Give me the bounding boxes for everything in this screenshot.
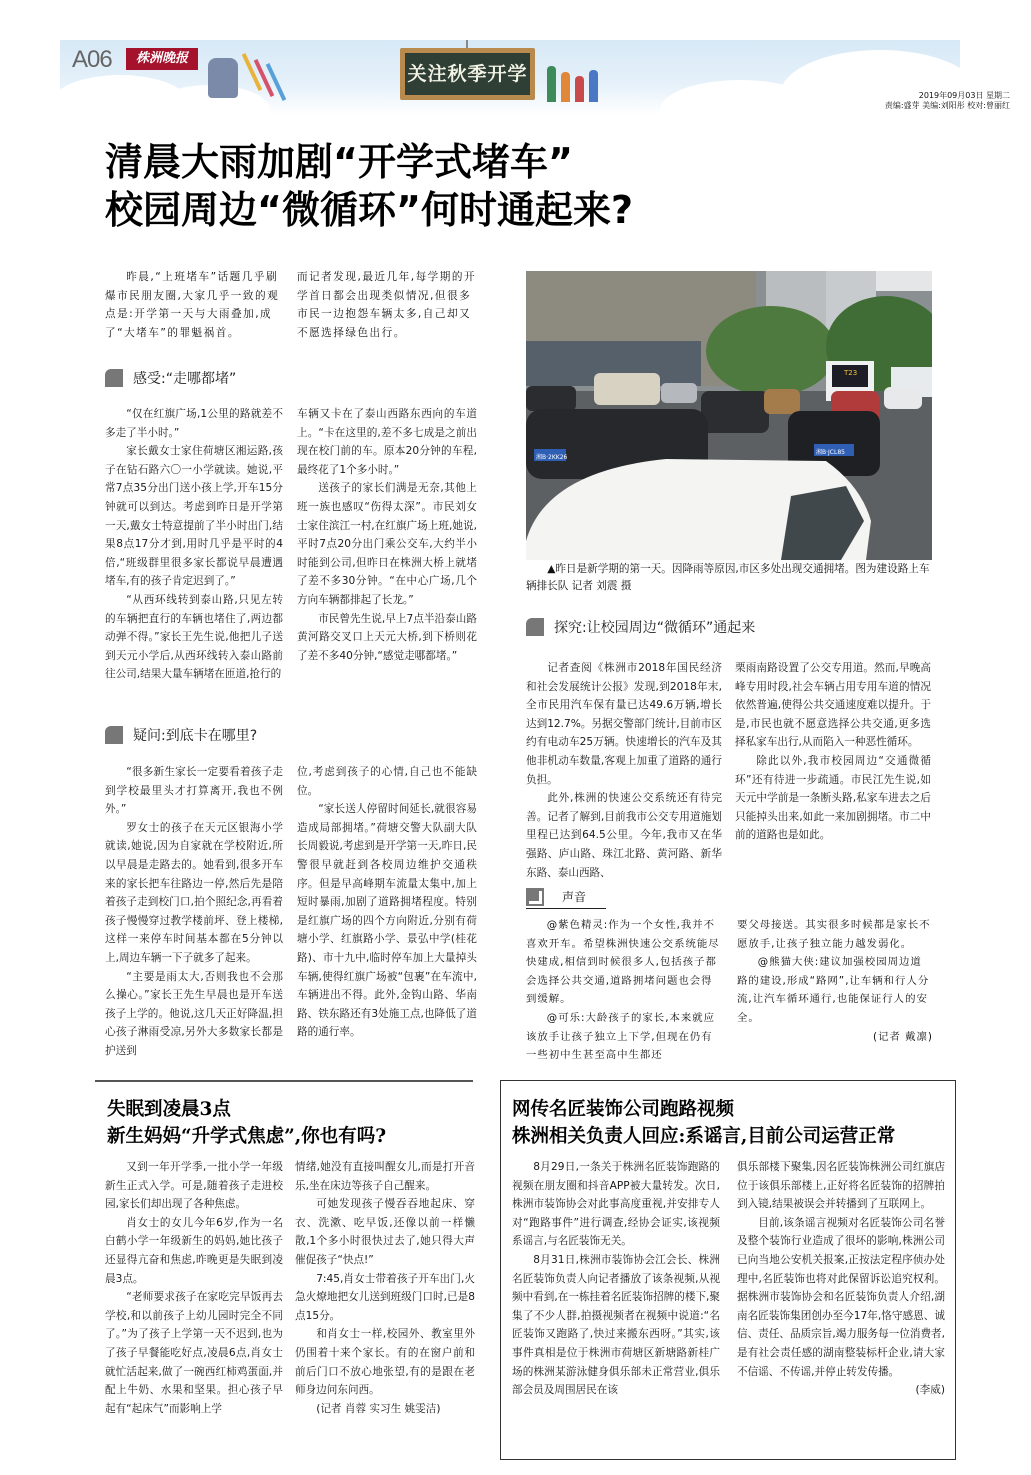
car xyxy=(526,386,576,411)
lede-column-1 xyxy=(105,268,283,342)
car xyxy=(884,387,922,409)
comment: @紫色精灵:作为一个女性,我并不喜欢开车。希望株洲快速公交系统能尽快建成,相信到时候很多人,包括孩子都会选择公共交通,道路拥堵问题也会得到缓解。 xyxy=(526,919,720,1006)
issue-date: 2019年09月03日 星期二 xyxy=(918,91,1010,100)
subheading-text: 疑问:到底卡在哪里? xyxy=(133,728,258,744)
subheading-text: 探究:让校园周边“微循环”通起来 xyxy=(554,620,756,636)
headline-line-2: 新生妈妈“升学式焦虑”,你也有吗? xyxy=(107,1126,387,1147)
chalkboard-title: 关注秋季开学 xyxy=(400,48,535,100)
story2-column-1 xyxy=(105,1158,283,1418)
section3-column-2 xyxy=(735,659,931,845)
page-number: A06 xyxy=(72,46,112,73)
paragraph: 7:45,肖女士带着孩子开车出门,火急火燎地把女儿送到班级门口时,已是8点15分。 xyxy=(295,1272,475,1322)
paragraph: 8月29日,一条关于株洲名匠装饰跑路的视频在朋友圈和抖音APP被大量转发。次日,株洲市装饰协会对此事高度重视,并安排专人对“跑路事件”进行调查,经协会证实,该视频系谣言,与名匠装饰无关。 xyxy=(512,1161,720,1248)
paragraph: 情绪,她没有直接叫醒女儿,而是打开音乐,坐在床边等孩子自己醒来。 xyxy=(295,1161,475,1192)
section1-column-2 xyxy=(297,405,477,665)
headline-line-1: 清晨大雨加剧“开学式堵车” xyxy=(105,140,573,184)
divider xyxy=(95,1080,473,1082)
traffic-jam-photo xyxy=(526,271,932,560)
license-plate: 湘B·JCL85 xyxy=(816,449,845,456)
subheading-feelings xyxy=(105,368,236,388)
section1-column-1 xyxy=(105,405,283,684)
main-headline xyxy=(105,138,633,234)
subheading-text: 感受:“走哪都堵” xyxy=(133,371,237,387)
paragraph: 家长戴女士家住荷塘区湘运路,孩子在钻石路六〇一小学就读。她说,平常7点35分出门送小孩上学,开车15分钟就可以到达。考虑到昨日是开学第一天,戴女士特意提前了半小时出门,结果8点17分才到,用时几乎是平时的4倍,“班级群里很多家长都说早晨遭遇堵车,有的孩子肯定迟到了。” xyxy=(105,445,283,588)
comment: @可乐:大龄孩子的家长,本来就应该放手让孩子独立上下学,但现在仍有一些初中生甚至高中生都还 xyxy=(526,1011,716,1062)
headline-line-1: 失眠到凌晨3点 xyxy=(107,1099,231,1120)
issue-info xyxy=(820,91,1010,111)
subheading-explore xyxy=(526,617,755,637)
section-marker-icon xyxy=(105,369,123,387)
headline-line-2: 株洲相关负责人回应:系谣言,目前公司运营正常 xyxy=(512,1126,896,1147)
van xyxy=(594,373,660,405)
story2-column-2 xyxy=(295,1158,475,1418)
section2-column-2 xyxy=(297,763,477,1042)
paragraph: 可她发现孩子慢吞吞地起床、穿衣、洗漱、吃早饭,还像以前一样懒散,1个多小时很快过去了,她只得大声催促孩子“快点!” xyxy=(295,1198,475,1266)
bus-sign: T23 xyxy=(844,369,858,377)
license-plate: 湘B·2KK26 xyxy=(536,454,568,461)
voices-column-1 xyxy=(526,916,722,1065)
section2-column-1 xyxy=(105,763,283,1061)
story3-column-2 xyxy=(737,1158,945,1400)
lede-column-2 xyxy=(297,268,477,342)
arrow-marker-icon xyxy=(526,888,544,906)
section3-column-1 xyxy=(526,659,722,882)
byline: (记者 戴凛) xyxy=(873,1030,933,1043)
voices-header xyxy=(526,885,606,909)
photo-caption: ▲昨日是新学期的第一天。因降雨等原因,市区多处出现交通拥堵。图为建设路上车辆排长队 记者 刘震 摄 xyxy=(526,563,930,592)
paragraph: “仅在红旗广场,1公里的路就差不多走了半小时。” xyxy=(105,408,283,439)
paragraph: “家长送人停留时间延长,就很容易造成局部拥堵。”荷塘交警大队副大队长周毅说,考虑到是开学第一天,昨日,民警很早就赶到各校周边维护交通秩序。但是早高峰期车流量太集中,加上短时暴雨,加剧了道路拥堵程度。特别是红旗广场的四个方向附近,分别有荷塘小学、红旗路小学、景弘中学(桂花路)、市十九中,临时停车加上大量掉头车辆,使得红旗广场被“包裹”在车流中,车辆进出不得。此外,金钩山路、华南路、铁东路还有3处施工点,也降低了道路的通行率。 xyxy=(297,803,477,1039)
paragraph: 送孩子的家长们满是无奈,其他上班一族也感叹“伤得太深”。市民刘女士家住滨江一村,在红旗广场上班,她说,平时7点20分出门乘公交车,大约半小时能到公司,但昨日在株洲大桥上就堵了差不多30分钟。“在中心广场,几个方向车辆都排起了长龙。” xyxy=(297,482,477,606)
newspaper-logo: 株洲晚报 xyxy=(126,48,198,70)
voices-column-2 xyxy=(737,916,933,1046)
paragraph: 车辆又卡在了泰山西路东西向的车道上。“卡在这里的,差不多七成是之前出现在校门前的车。原本20分钟的车程,最终花了1个多小时。” xyxy=(297,408,477,476)
lede-paragraph: 而记者发现,最近几年,每学期的开学首日都会出现类似情况,但很多市民一边抱怨车辆太多,自己却又不愿选择绿色出行。 xyxy=(297,271,477,339)
paragraph: “老师要求孩子在家吃完早饭再去学校,和以前孩子上幼儿园时完全不同了。”为了孩子上学第一天不迟到,也为了孩子早餐能吃好点,凌晨6点,肖女士就忙活起来,做了一碗西红柿鸡蛋面,并配上牛奶、水果和坚果。担心孩子早起有“起床气”而影响上学 xyxy=(105,1291,283,1415)
paragraph: 此外,株洲的快速公交系统还有待完善。记者了解到,目前我市公交专用道施划里程已达到64.5公里。今年,我市又在华强路、庐山路、珠江北路、黄河路、新华东路、泰山西路、 xyxy=(526,792,722,879)
car xyxy=(701,391,769,433)
paragraph: 位,考虑到孩子的心情,自己也不能缺位。 xyxy=(297,766,477,797)
section-marker-icon xyxy=(526,618,544,636)
car xyxy=(764,389,800,414)
photo-illustration xyxy=(526,271,932,560)
car xyxy=(661,383,697,403)
paragraph: 和肖女士一样,校园外、教室里外仍围着十来个家长。有的在窗户前和前后门口不放心地张望,有的是跟在老师身边问东问西。 xyxy=(295,1328,475,1397)
paragraph: 俱乐部楼下聚集,因名匠装饰株洲公司红旗店位于该俱乐部楼上,正好将名匠装饰的招牌拍到入镜,结果被误会并转播到了互联网上。 xyxy=(737,1161,945,1211)
byline: (李威) xyxy=(915,1384,945,1397)
paragraph: 市民曾先生说,早上7点半沿泰山路黄河路交叉口上天元大桥,到下桥则花了差不多40分钟,“感觉走哪都堵。” xyxy=(297,612,477,662)
paragraph: 又到一年开学季,一批小学一年级新生正式入学。可是,随着孩子走进校园,家长们却出现了各种焦虑。 xyxy=(105,1161,283,1211)
voices-title: 声音 xyxy=(562,890,587,904)
paragraph: 栗雨南路设置了公交专用道。然而,早晚高峰专用时段,社会车辆占用专用车道的情况依然普遍,使得公共交通速度难以提升。于是,市民也就不愿意选择公共交通,更多选择私家车出行,从而陷入一种恶性循环。 xyxy=(735,662,931,749)
editor-credits: 责编:盛芽 美编:刘阳彤 校对:曾丽红 xyxy=(884,101,1010,110)
paragraph: 除此以外,我市校园周边“交通微循环”还有待进一步疏通。市民江先生说,如天元中学前是一条断头路,私家车进去之后只能掉头出来,如此一来加剧拥堵。市二中前的道路也是如此。 xyxy=(735,754,931,842)
lede-paragraph: 昨晨,“上班堵车”话题几乎刷爆市民朋友圈,大家几乎一致的观点是:开学第一天与大雨叠加,成了“大堵车”的罪魁祸首。 xyxy=(105,271,280,339)
subheading-question xyxy=(105,725,257,745)
byline: (记者 肖蓉 实习生 姚雯洁) xyxy=(316,1402,441,1415)
section-marker-icon xyxy=(105,726,123,744)
headline-line-1: 网传名匠装饰公司跑路视频 xyxy=(512,1099,735,1120)
paragraph: 罗女士的孩子在天元区银海小学就读,她说,因为自家就在学校附近,所以早晨是走路去的。她看到,很多开车来的家长把车往路边一停,然后先是陪着孩子走到校门口,拍个照纪念,再看着孩子慢慢穿过教学楼前坪、登上楼梯,这样一来停车时间基本都在5分钟以上,周边车辆一下子就多了起来。 xyxy=(105,821,283,964)
story2-headline xyxy=(107,1096,487,1150)
paragraph: 目前,该条谣言视频对名匠装饰公司名誉及整个装饰行业造成了很坏的影响,株洲公司已向当地公安机关报案,正按法定程序侦办处理中,名匠装饰也将对此保留诉讼追究权利。据株洲市装饰协会和名匠装饰负责人介绍,湖南名匠装饰集团创办至今17年,恪守感恩、诚信、责任、品质宗旨,竭力服务每一位消费者,是有社会责任感的湖南整装标杆企业,请大家不信谣、不传谣,并停止转发传播。 xyxy=(737,1216,946,1378)
story3-column-1 xyxy=(512,1158,720,1400)
paragraph: “从西环线转到泰山路,只见左转的车辆把直行的车辆也堵住了,两边都动弹不得。”家长王先生说,他把儿子送到天元小学后,从西环线转入泰山路前往公司,结果大量车辆堵在匝道,抢行的 xyxy=(105,593,283,681)
children-illustration xyxy=(545,62,605,102)
paragraph: 记者查阅《株洲市2018年国民经济和社会发展统计公报》发现,到2018年末,全市民用汽车保有量已达49.6万辆,增长达到12.7%。另据交警部门统计,目前市区约有电动车25万辆。快速增长的汽车及其他非机动车数量,客观上加重了道路的通行负担。 xyxy=(526,662,722,786)
comment: @熊猫大侠:建议加强校园周边道路的建设,形成“路网”,让车辆和行人分流,让汽车循环通行,也能保证行人的安全。 xyxy=(737,956,930,1024)
comment: 要父母接送。其实很多时候都是家长不愿放手,让孩子独立能力越发弱化。 xyxy=(737,919,931,950)
paragraph: 8月31日,株洲市装饰协会江会长、株洲名匠装饰负责人向记者播放了该条视频,从视频中看到,在一栋挂着名匠装饰招牌的楼下,聚集了不少人群,拍摄视频者在视频中说道:“名匠装饰又跑路了,快过来搬东西呀。”其实,该事件真相是位于株洲市荷塘区新塘路新桂广场的株洲某游泳健身俱乐部未正常营业,俱乐部会员及周围居民在该 xyxy=(512,1253,721,1397)
story3-headline xyxy=(512,1096,952,1150)
paragraph: “主要是雨太大,否则我也不会那么操心。”家长王先生早晨也是开车送孩子上学的。他说,这几天正好降温,担心孩子淋雨受凉,另外大多数家长都是护送到 xyxy=(105,970,283,1057)
schoolbag-illustration xyxy=(208,58,238,98)
headline-line-2: 校园周边“微循环”何时通起来? xyxy=(105,188,633,232)
paragraph: 肖女士的女儿今年6岁,作为一名白鹤小学一年级新生的妈妈,她比孩子还显得亢奋和焦虑,昨晚更是失眠到凌晨3点。 xyxy=(105,1216,283,1285)
paragraph: “很多新生家长一定要看着孩子走到学校最里头才打算离开,我也不例外。” xyxy=(105,766,283,816)
